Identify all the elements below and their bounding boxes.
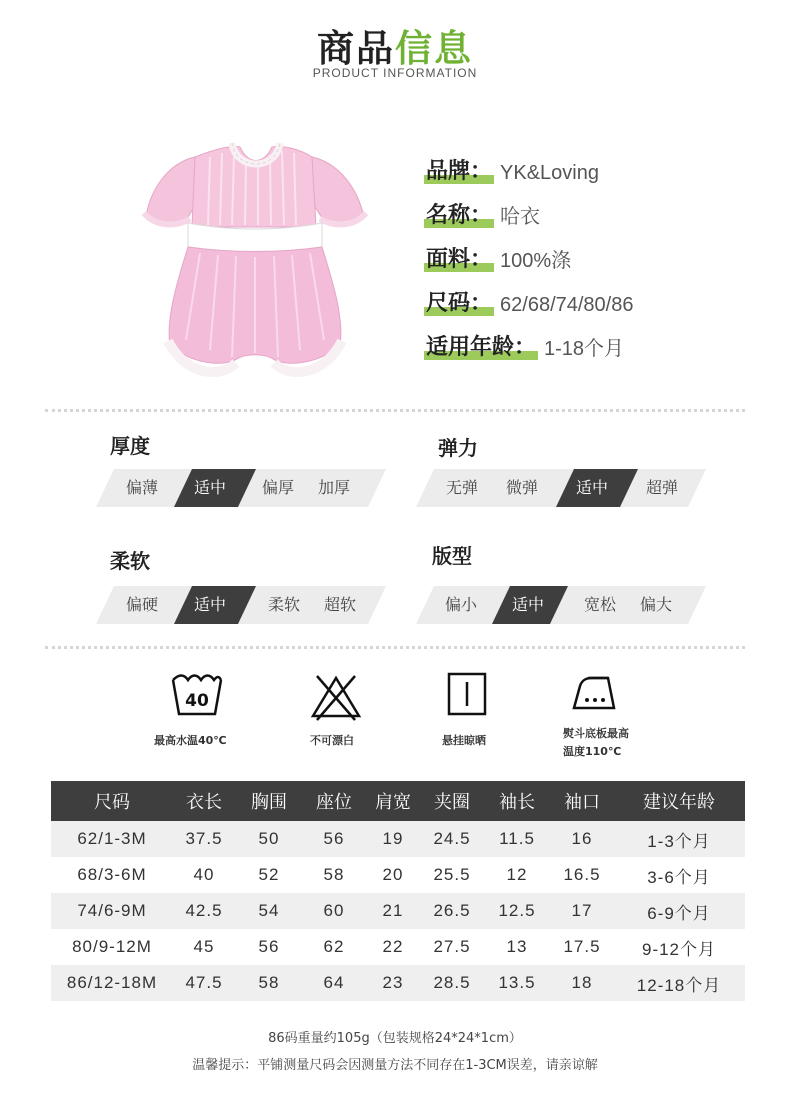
table-cell: 27.5 (421, 929, 483, 965)
care-label-dry: 悬挂晾晒 (442, 734, 486, 747)
scale-thickness (96, 469, 386, 507)
product-image (140, 135, 370, 390)
table-header-cell: 夹圈 (421, 781, 483, 821)
table-header-cell: 座位 (303, 781, 365, 821)
table-cell: 12.5 (483, 893, 551, 929)
table-header-cell: 衣长 (173, 781, 235, 821)
opt-softness-2: 柔软 (267, 595, 300, 614)
info-row-brand (424, 155, 599, 185)
care-label-bleach: 不可漂白 (310, 734, 354, 747)
scale-softness (96, 586, 386, 624)
opt-softness-1: 适中 (193, 595, 226, 614)
wash-40-icon (170, 672, 224, 718)
table-cell: 37.5 (173, 821, 235, 857)
info-label-age: 适用年龄： (424, 330, 538, 361)
table-cell: 26.5 (421, 893, 483, 929)
table-cell: 58 (235, 965, 303, 1001)
info-row-age (424, 331, 624, 361)
info-value-brand: YK&Loving (500, 162, 599, 184)
title-part-2: 信息 (395, 27, 473, 70)
table-cell: 16.5 (551, 857, 613, 893)
table-header-cell: 尺码 (51, 781, 173, 821)
table-row (51, 821, 745, 857)
opt-thickness-0: 偏薄 (125, 478, 158, 497)
scale-fit (416, 586, 706, 624)
scale-elasticity (416, 469, 706, 507)
care-label-iron-1: 熨斗底板最高 (563, 727, 629, 740)
table-cell: 22 (365, 929, 421, 965)
opt-softness-3: 超软 (323, 595, 356, 614)
care-wash (142, 672, 252, 718)
table-header-row (51, 781, 745, 821)
table-cell: 52 (235, 857, 303, 893)
attr-title-elasticity: 弹力 (438, 436, 478, 460)
divider (45, 409, 745, 412)
table-cell: 86/12-18M (51, 965, 173, 1001)
care-bleach (281, 672, 391, 722)
attr-title-thickness: 厚度 (110, 434, 150, 458)
table-cell: 12-18个月 (613, 965, 745, 1001)
table-cell: 74/6-9M (51, 893, 173, 929)
table-cell: 42.5 (173, 893, 235, 929)
table-cell: 45 (173, 929, 235, 965)
info-label-name: 名称： (424, 198, 494, 229)
weight-note: 86码重量约105g（包装规格24*24*1cm） (268, 1031, 522, 1046)
table-cell: 17.5 (551, 929, 613, 965)
info-row-size (424, 287, 633, 317)
table-cell: 21 (365, 893, 421, 929)
hang-dry-icon (447, 672, 487, 716)
info-label-fabric: 面料： (424, 242, 494, 273)
table-cell: 47.5 (173, 965, 235, 1001)
table-cell: 80/9-12M (51, 929, 173, 965)
table-cell: 62 (303, 929, 365, 965)
opt-elasticity-1: 微弹 (505, 478, 538, 497)
table-cell: 56 (235, 929, 303, 965)
care-label-iron-2: 温度110℃ (563, 745, 622, 758)
table-cell: 18 (551, 965, 613, 1001)
table-cell: 20 (365, 857, 421, 893)
wash-temp-text: 40 (185, 691, 209, 711)
opt-thickness-1: 适中 (193, 478, 226, 497)
table-header-cell: 袖口 (551, 781, 613, 821)
info-label-brand: 品牌： (424, 154, 494, 185)
table-cell: 12 (483, 857, 551, 893)
table-cell: 64 (303, 965, 365, 1001)
table-row (51, 965, 745, 1001)
opt-thickness-3: 加厚 (317, 478, 350, 497)
info-value-size: 62/68/74/80/86 (500, 294, 634, 316)
iron-icon (570, 672, 622, 712)
table-header-cell: 胸围 (235, 781, 303, 821)
table-row (51, 929, 745, 965)
table-cell: 28.5 (421, 965, 483, 1001)
care-label-wash: 最高水温40℃ (154, 734, 227, 747)
table-cell: 56 (303, 821, 365, 857)
table-cell: 17 (551, 893, 613, 929)
table-header-cell: 建议年龄 (613, 781, 745, 821)
title-part-1: 商品 (317, 27, 395, 70)
table-cell: 13.5 (483, 965, 551, 1001)
opt-softness-0: 偏硬 (125, 595, 158, 614)
info-label-size: 尺码： (424, 286, 494, 317)
table-row (51, 893, 745, 929)
divider (45, 646, 745, 649)
size-table (51, 781, 745, 1001)
table-cell: 62/1-3M (51, 821, 173, 857)
table-row (51, 857, 745, 893)
table-cell: 50 (235, 821, 303, 857)
table-cell: 1-3个月 (613, 821, 745, 857)
table-cell: 40 (173, 857, 235, 893)
opt-fit-1: 适中 (511, 595, 544, 614)
opt-elasticity-2: 适中 (575, 478, 608, 497)
table-cell: 6-9个月 (613, 893, 745, 929)
table-cell: 3-6个月 (613, 857, 745, 893)
table-header-cell: 袖长 (483, 781, 551, 821)
opt-elasticity-0: 无弹 (445, 478, 478, 497)
opt-fit-0: 偏小 (444, 595, 477, 614)
care-iron (541, 672, 651, 712)
opt-elasticity-3: 超弹 (645, 478, 678, 497)
measure-tip: 温馨提示：平铺测量尺码会因测量方法不同存在1-3CM误差，请亲谅解 (192, 1058, 598, 1073)
info-row-name (424, 199, 540, 229)
attr-title-softness: 柔软 (110, 549, 150, 573)
table-header-cell: 肩宽 (365, 781, 421, 821)
info-row-fabric (424, 243, 571, 273)
table-cell: 23 (365, 965, 421, 1001)
table-cell: 13 (483, 929, 551, 965)
table-cell: 60 (303, 893, 365, 929)
no-bleach-icon (309, 672, 363, 722)
table-cell: 9-12个月 (613, 929, 745, 965)
table-cell: 54 (235, 893, 303, 929)
care-dry (412, 672, 522, 716)
table-cell: 11.5 (483, 821, 551, 857)
page-title (0, 18, 790, 72)
attr-title-fit: 版型 (432, 544, 472, 568)
info-value-fabric: 100%涤 (500, 250, 572, 272)
table-cell: 16 (551, 821, 613, 857)
table-cell: 25.5 (421, 857, 483, 893)
table-cell: 68/3-6M (51, 857, 173, 893)
opt-fit-2: 宽松 (583, 595, 616, 614)
table-cell: 24.5 (421, 821, 483, 857)
info-value-age: 1-18个月 (544, 338, 625, 360)
table-cell: 58 (303, 857, 365, 893)
opt-thickness-2: 偏厚 (261, 478, 294, 497)
info-value-name: 哈衣 (500, 206, 541, 228)
opt-fit-3: 偏大 (639, 595, 672, 614)
table-cell: 19 (365, 821, 421, 857)
page-subtitle: PRODUCT INFORMATION (312, 66, 478, 80)
